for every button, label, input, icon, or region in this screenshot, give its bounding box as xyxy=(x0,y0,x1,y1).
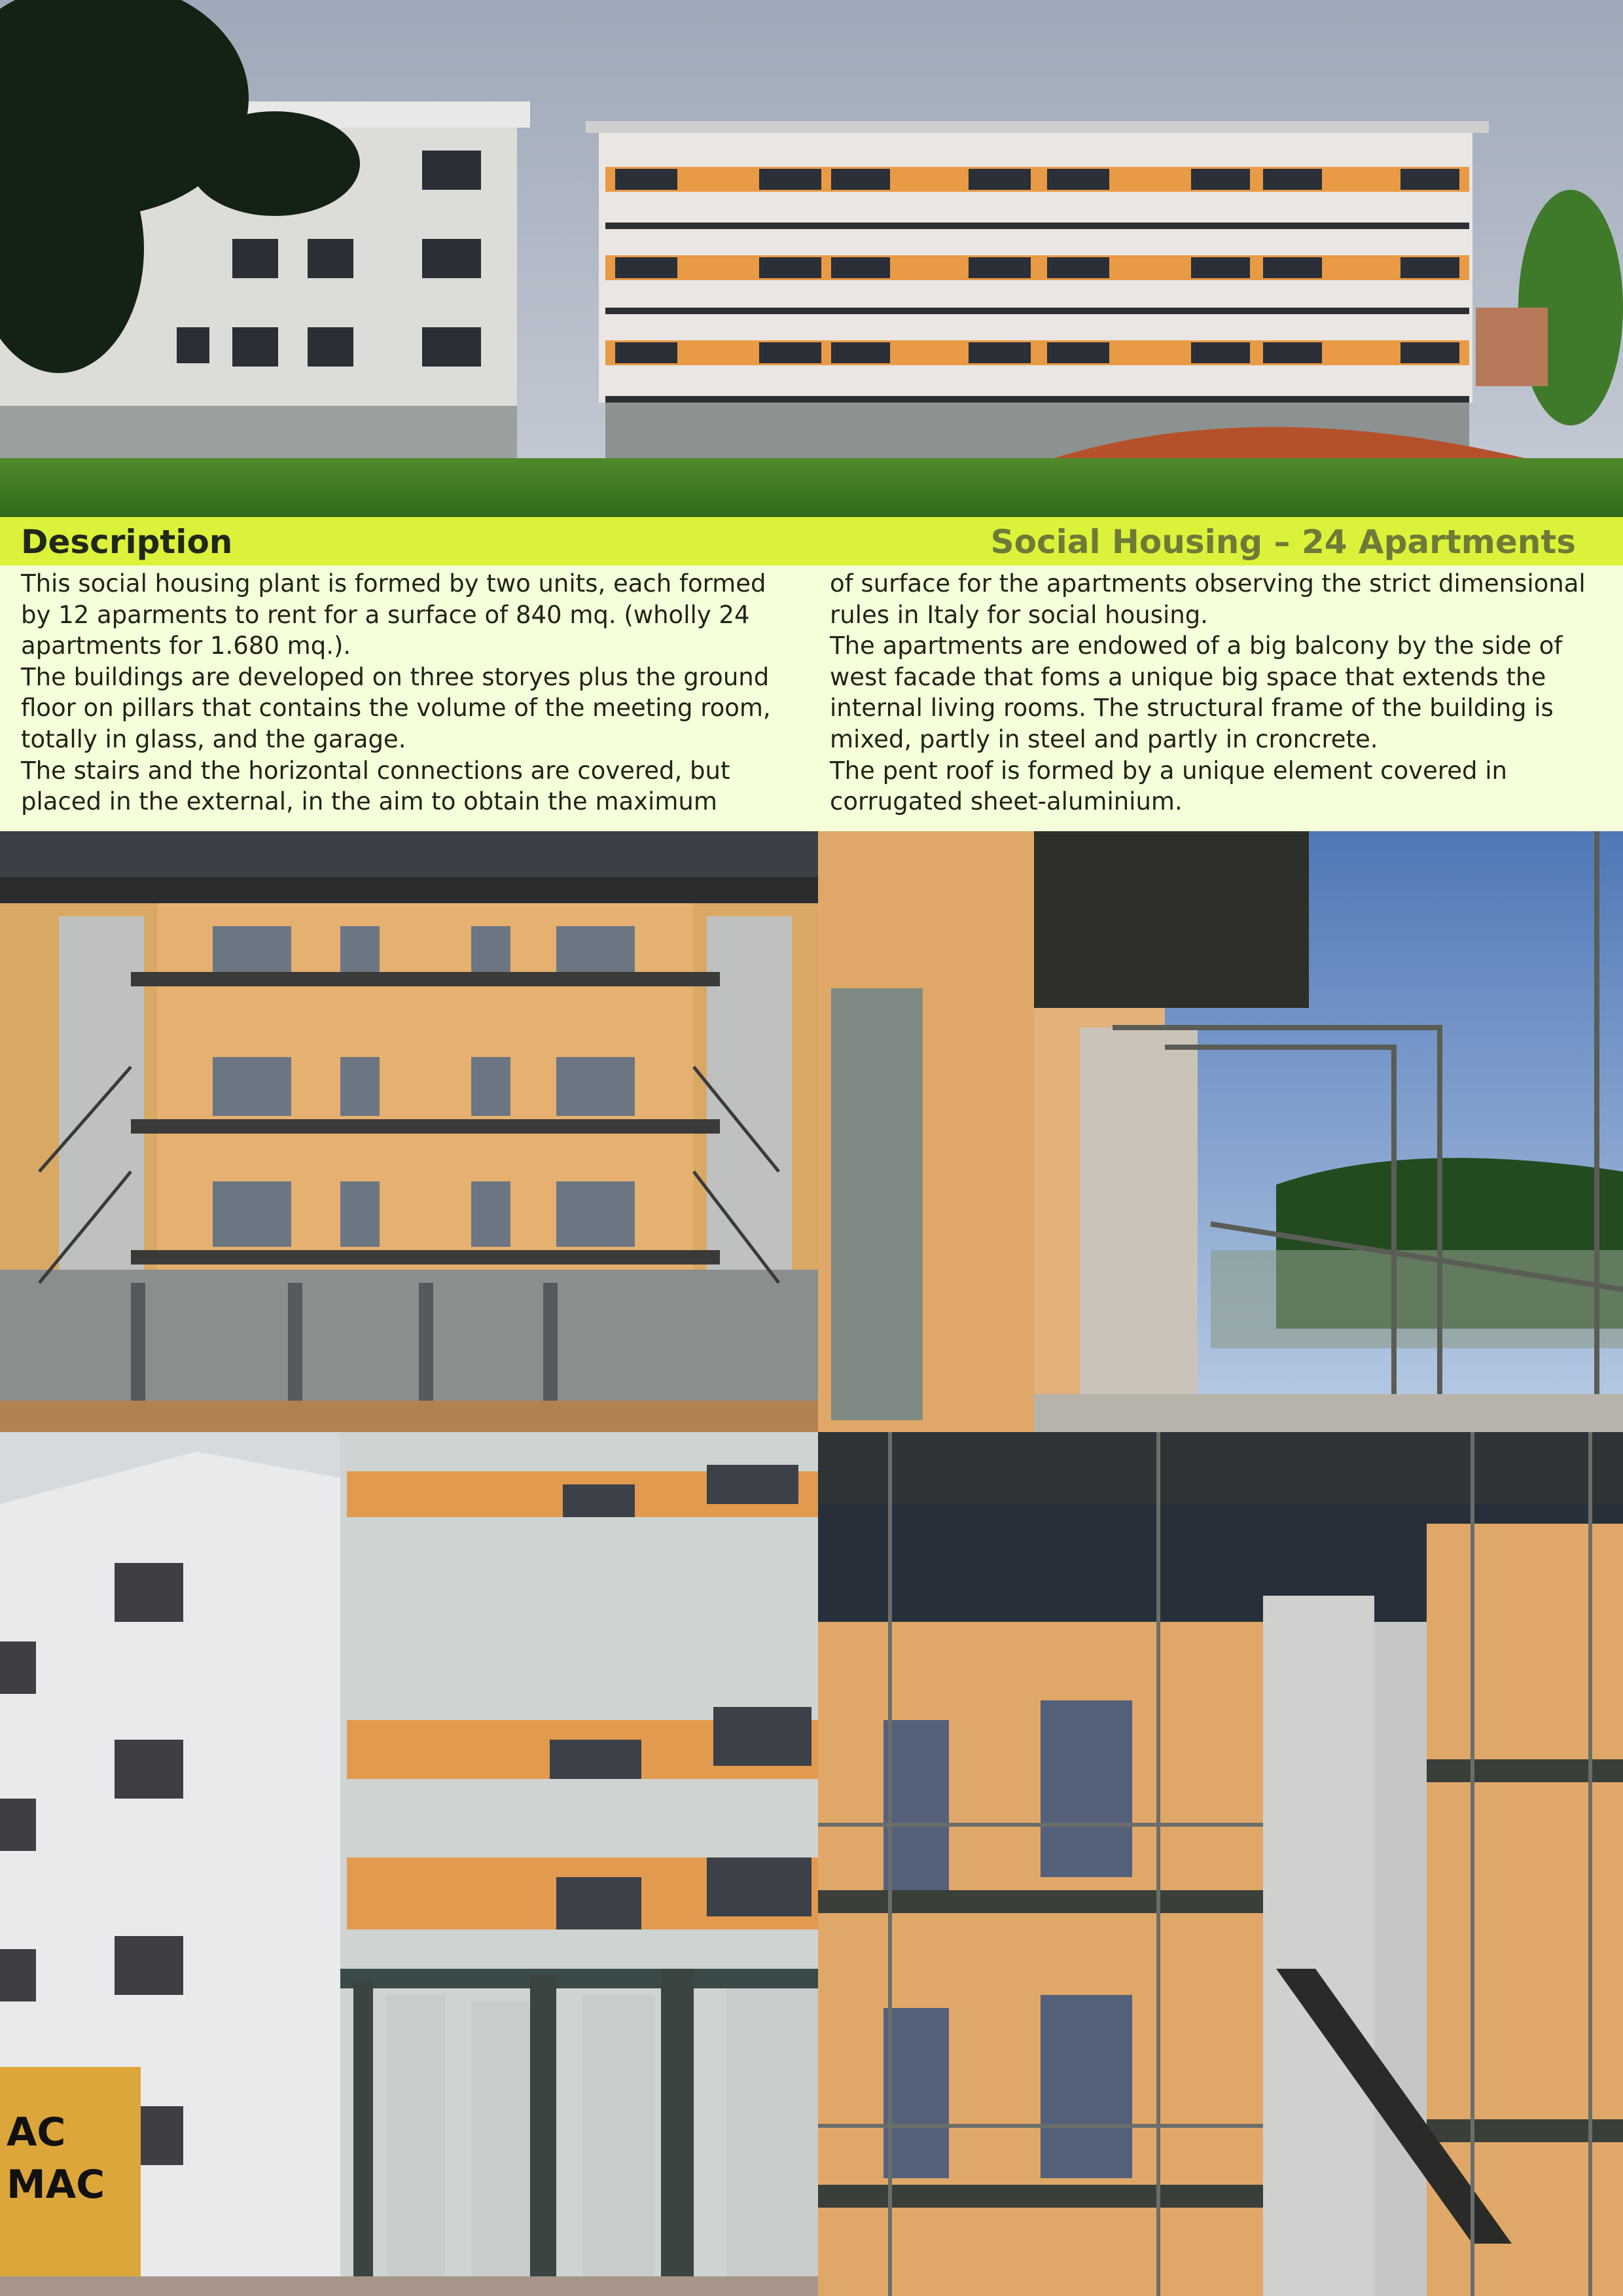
description-column-left xyxy=(21,568,800,817)
paragraph: The buildings are developed on three storyes plus the ground floor on pillars that contains the volume of the meeting room, totally in glass, and the garage. xyxy=(21,662,771,753)
section-heading: Description xyxy=(21,523,233,561)
photo-balcony-view xyxy=(818,831,1623,1432)
paragraph: The pent roof is formed by a unique element covered in corrugated sheet-aluminium. xyxy=(830,756,1507,816)
photo-facade-balconies xyxy=(0,831,818,1432)
photo-buildings-overview xyxy=(0,0,1623,517)
sign-text: MAC xyxy=(7,2162,105,2208)
paragraph: of surface for the apartments observing the strict dimensional rules in Italy for social housing. xyxy=(830,569,1586,629)
paragraph: The apartments are endowed of a big balcony by the side of west facade that foms a unique big space that extends the internal living rooms. The structural frame of the building is mixed, partly in steel and partly in croncrete. xyxy=(830,632,1563,753)
description-column-right xyxy=(830,568,1609,817)
paragraph: This social housing plant is formed by two units, each formed by 12 aparments to rent for a surface of 840 mq. (wholly 24 apartments for 1.680 mq.). xyxy=(21,569,766,660)
paragraph: The stairs and the horizontal connections are covered, but placed in the external, in the aim to obtain the maximum xyxy=(21,756,730,816)
photo-garages-corner xyxy=(0,1432,818,2296)
photo-stair-detail xyxy=(818,1432,1623,2296)
sign-text: AC xyxy=(7,2109,66,2155)
project-title: Social Housing – 24 Apartments xyxy=(990,523,1576,561)
